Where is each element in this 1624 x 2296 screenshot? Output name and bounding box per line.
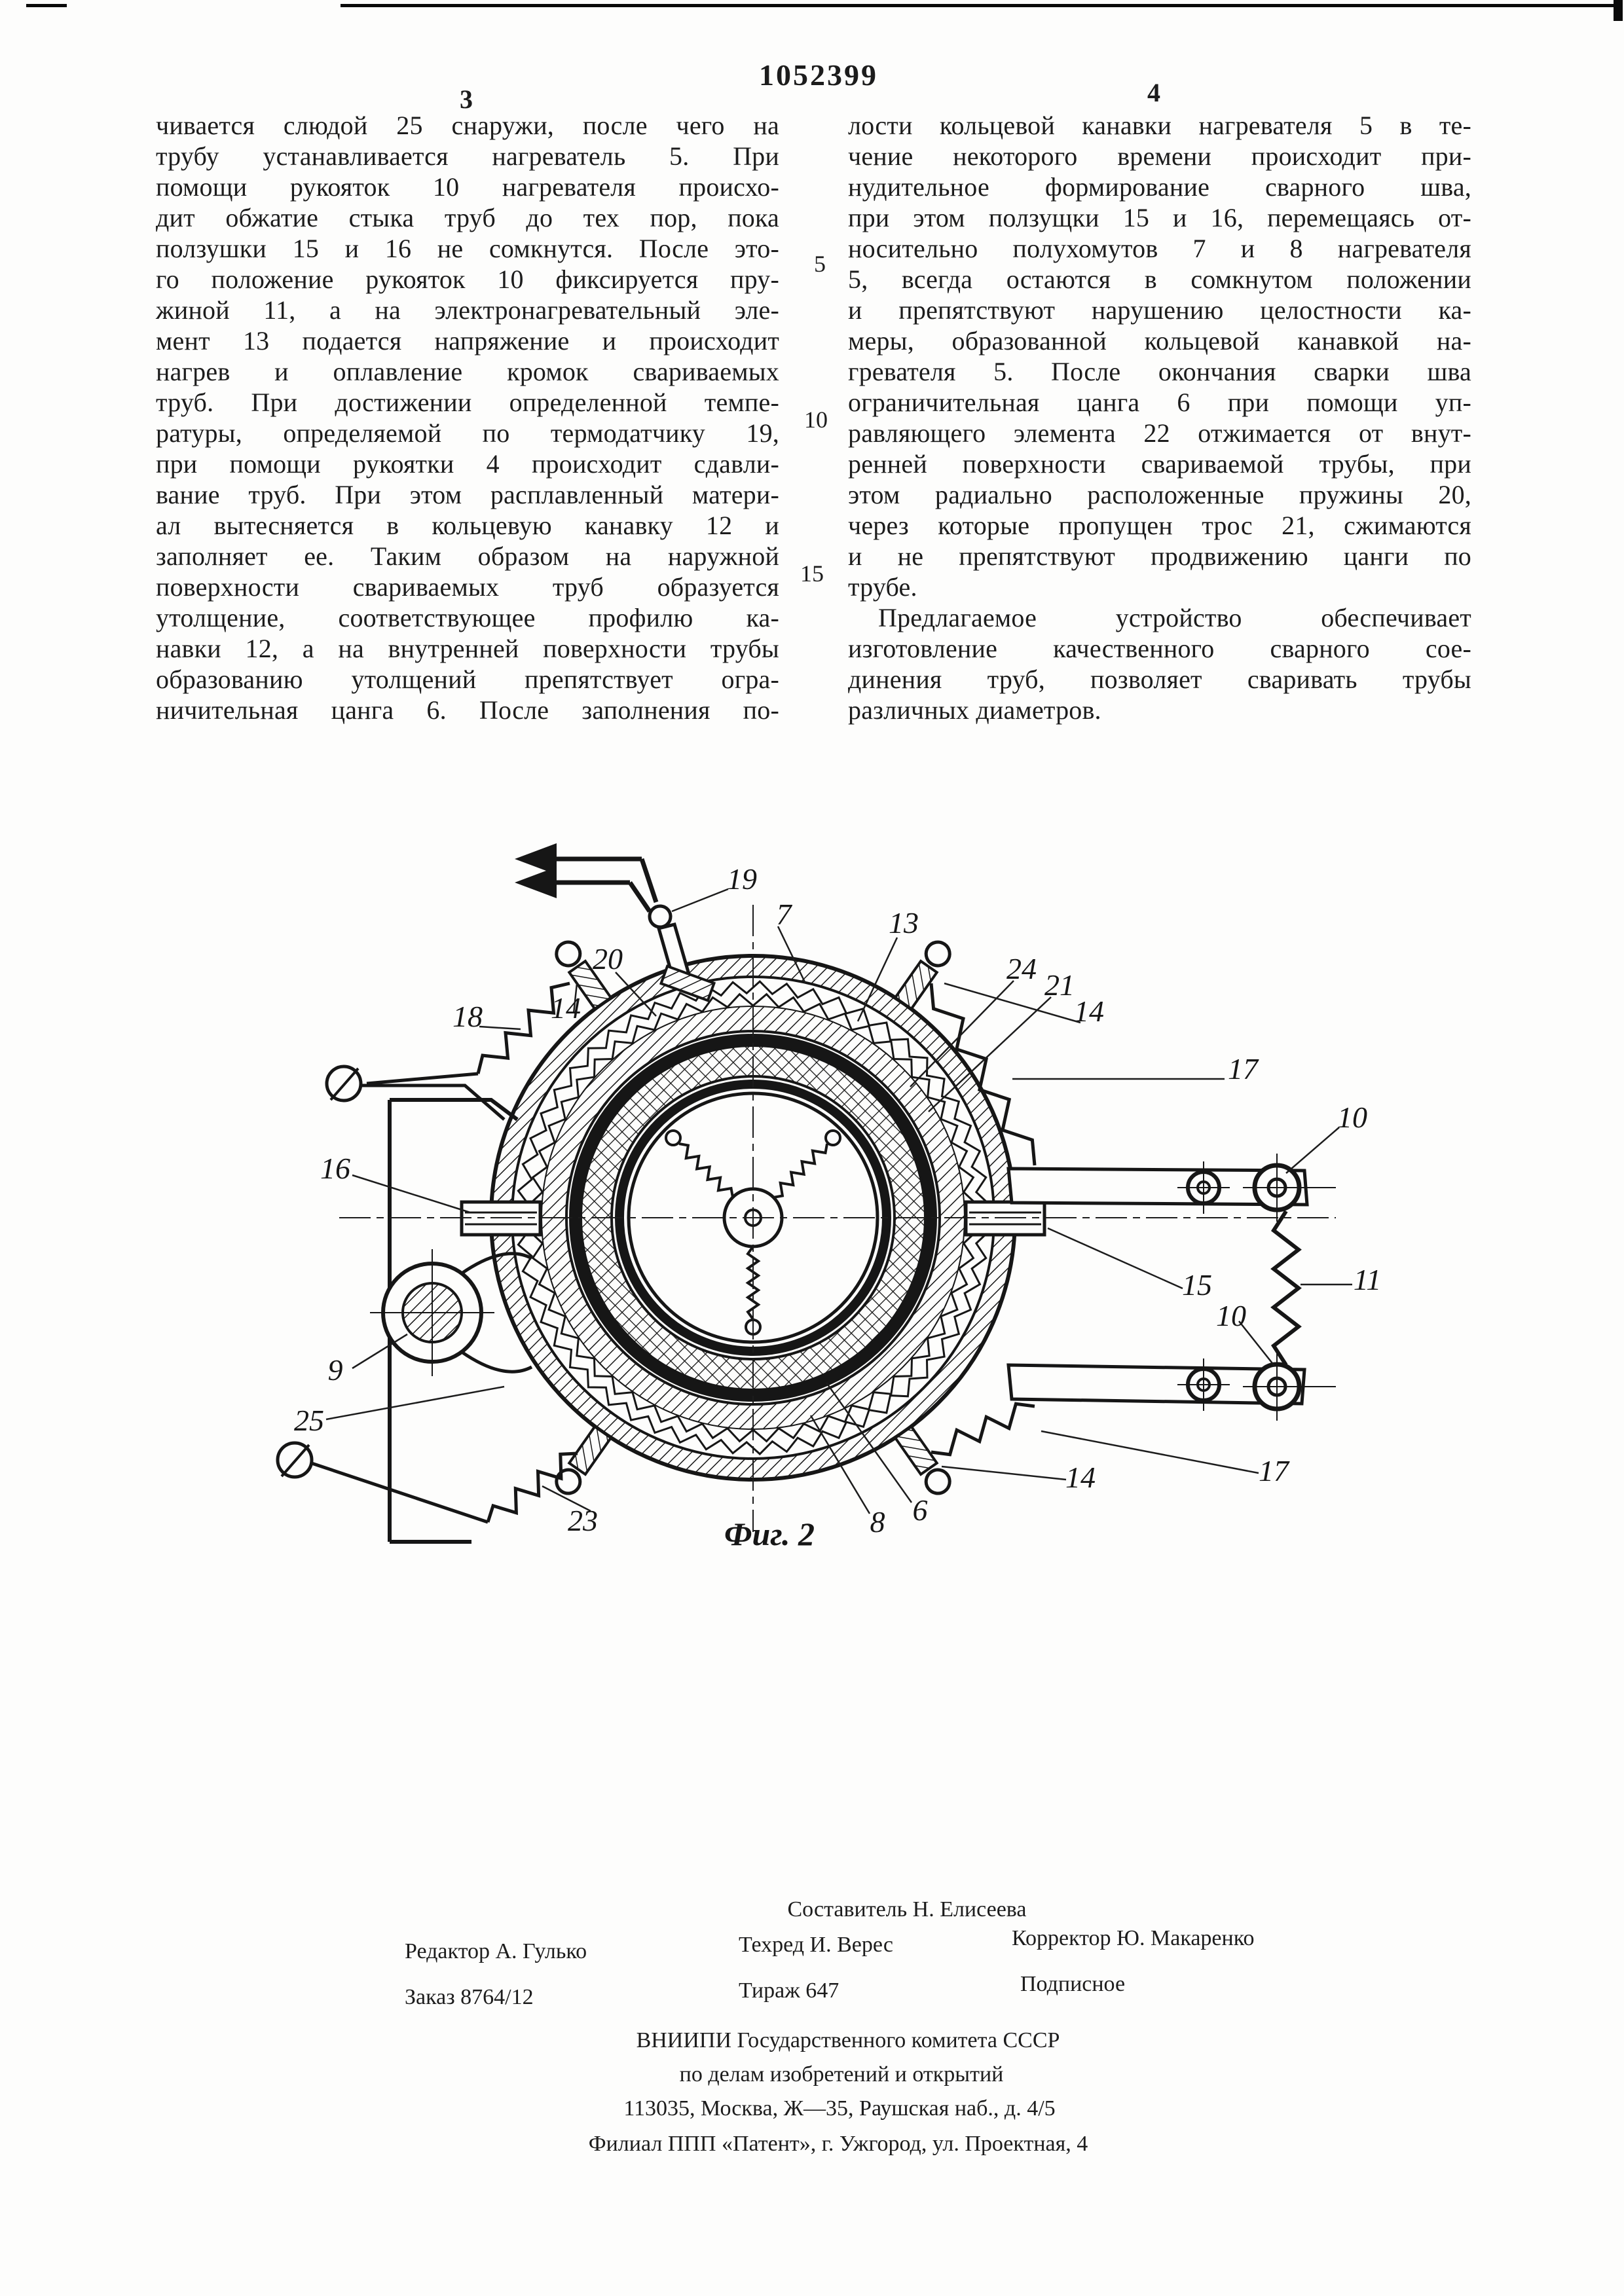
text-line: различных диаметров. — [848, 695, 1101, 725]
figure-label-6: 6 — [912, 1493, 928, 1527]
figure-label-14-bottom: 14 — [1065, 1461, 1096, 1494]
text-line: носительно полухомутов 7 и 8 нагревателя — [848, 234, 1471, 263]
text-line: чивается слюдой 25 снаружи, после чего на — [156, 111, 779, 140]
thermo-sensor-assembly — [515, 843, 714, 1000]
figure-label-16: 16 — [320, 1152, 350, 1185]
imprint-editor: Редактор А. Гулько — [405, 1939, 587, 1963]
column-number-right: 4 — [1147, 78, 1160, 107]
text-line: при этом ползущки 15 и 16, перемещаясь от- — [848, 203, 1471, 232]
text-line: меры, образованной кольцевой канавкой на- — [848, 326, 1471, 355]
figure-label-17-lower: 17 — [1259, 1454, 1289, 1487]
text-line: 5, всегда остаются в сомкнутом положении — [848, 264, 1471, 294]
imprint-corrector: Корректор Ю. Макаренко — [1012, 1926, 1255, 1950]
text-line: нудительное формирование сварного шва, — [848, 172, 1471, 202]
imprint-subscription: Подписное — [1020, 1972, 1126, 1996]
text-line: чение некоторого времени происходит при- — [848, 141, 1471, 171]
text-line: ратуры, определяемой по термодатчику 19, — [156, 418, 779, 448]
text-line: труб. При достижении определенной темпе- — [156, 388, 779, 417]
bracket-top — [390, 1100, 517, 1120]
text-line: вание труб. При этом расплавленный матери- — [156, 480, 779, 509]
patent-number: 1052399 — [759, 58, 878, 92]
left-bracket-assembly — [278, 1066, 532, 1542]
arrow-bend-1 — [642, 859, 656, 902]
text-line: помощи рукояток 10 нагревателя происхо- — [156, 172, 779, 202]
figure-2-drawing — [164, 812, 1382, 1630]
text-line: ничительная цанга 6. После заполнения по- — [156, 695, 779, 725]
arrow-bend-2 — [630, 883, 650, 911]
figure-label-21: 21 — [1044, 968, 1075, 1002]
figure-label-15: 15 — [1182, 1268, 1212, 1302]
text-line: этом радиально расположенные пружины 20, — [848, 480, 1471, 509]
imprint-order: Заказ 8764/12 — [405, 1985, 534, 2009]
left-text-column — [156, 110, 779, 725]
figure-label-7: 7 — [776, 898, 792, 931]
text-line: и препятствуют нарушению целостности ка- — [848, 295, 1471, 325]
text-line: поверхности свариваемых труб образуется — [156, 572, 779, 602]
imprint-tirazh: Тираж 647 — [739, 1978, 840, 2003]
figure-label-18: 18 — [452, 1000, 483, 1033]
figure-label-10-upper: 10 — [1337, 1101, 1367, 1134]
text-line: динения труб, позволяет сваривать трубы — [848, 665, 1471, 694]
text-line: го положение рукояток 10 фиксируется пру- — [156, 264, 779, 294]
figure-label-25: 25 — [294, 1404, 324, 1437]
page-top-rule-mark — [26, 4, 67, 7]
spring-17-lower — [931, 1404, 1035, 1454]
figure-label-13: 13 — [889, 906, 919, 939]
text-line: ал вытесняется в кольцевую канавку 12 и — [156, 511, 779, 540]
figure-label-9: 9 — [327, 1353, 343, 1387]
arrow-head-2 — [515, 867, 557, 898]
text-line: жиной 11, а на электронагревательный эле- — [156, 295, 779, 325]
handles — [1008, 1154, 1336, 1421]
text-line: мент 13 подается напряжение и происходит — [156, 326, 779, 355]
imprint-techred: Техред И. Верес — [739, 1933, 893, 1957]
figure-label-24: 24 — [1006, 952, 1037, 985]
figure-label-17-upper: 17 — [1228, 1052, 1258, 1085]
terminal-upper-wire — [361, 1085, 504, 1120]
terminal-lower-wire — [312, 1463, 488, 1522]
text-line: изготовление качественного сварного сое- — [848, 634, 1471, 663]
imprint-compiler: Составитель Н. Елисеева — [787, 1897, 1027, 1922]
figure-caption: Фиг. 2 — [724, 1516, 815, 1552]
spring-11 — [1274, 1211, 1299, 1365]
text-line: Предлагаемое устройство обеспечивает — [878, 603, 1471, 632]
imprint-branch: Филиал ППП «Патент», г. Ужгород, ул. Проектная, 4 — [588, 2132, 1088, 2156]
text-line: при помощи рукоятки 4 происходит сдавли- — [156, 449, 779, 479]
line-marker-10: 10 — [804, 407, 828, 433]
figure-label-10-lower: 10 — [1216, 1299, 1246, 1332]
imprint-org-line1: ВНИИПИ Государственного комитета СССР — [636, 2028, 1060, 2052]
column-number-left: 3 — [460, 84, 473, 114]
figure-label-14-top-left: 14 — [551, 991, 581, 1025]
text-line: нагрев и оплавление кромок свариваемых — [156, 357, 779, 386]
figure-label-8: 8 — [870, 1505, 885, 1539]
text-line: ограничительная цанга 6 при помощи уп- — [848, 388, 1471, 417]
text-line: через которые пропущен трос 21, сжимаются — [848, 511, 1471, 540]
lug-bottom-right — [894, 1425, 955, 1498]
text-line: навки 12, а на внутренней поверхности трубы — [156, 634, 779, 663]
text-line: и не препятствуют продвижению цанги по — [848, 541, 1471, 571]
imprint-org-line2: по делам изобретений и открытий — [679, 2062, 1004, 2086]
text-line: образованию утолщений препятствует огра- — [156, 665, 779, 694]
figure-label-11: 11 — [1353, 1263, 1382, 1296]
figure-2 — [164, 812, 1382, 1630]
figure-label-20: 20 — [593, 942, 623, 975]
spring-18-wire — [367, 1074, 478, 1084]
right-text-column — [848, 110, 1471, 725]
page-corner-mark — [1614, 0, 1623, 21]
text-line: трубу устанавливается нагреватель 5. При — [156, 141, 779, 171]
sensor-ball — [650, 906, 671, 927]
text-line: ползушки 15 и 16 не сомкнутся. После это- — [156, 234, 779, 263]
text-line: ренней поверхности свариваемой трубы, при — [848, 449, 1471, 479]
text-line: равляющего элемента 22 отжимается от внут- — [848, 418, 1471, 448]
text-line: лости кольцевой канавки нагревателя 5 в те- — [848, 111, 1471, 140]
text-line: заполняет ее. Таким образом на наружной — [156, 541, 779, 571]
page-top-rule — [341, 4, 1617, 7]
figure-label-14-top-right: 14 — [1074, 994, 1104, 1028]
lug-top-right — [894, 938, 955, 1010]
figure-label-23: 23 — [568, 1504, 598, 1537]
text-line: трубе. — [848, 572, 917, 602]
text-line: гревателя 5. После окончания сварки шва — [848, 357, 1471, 386]
line-marker-5: 5 — [814, 251, 826, 277]
line-marker-15: 15 — [800, 560, 824, 587]
boss-neck-bottom — [462, 1352, 532, 1372]
imprint-address: 113035, Москва, Ж—35, Раушская наб., д. 4/5 — [623, 2096, 1056, 2121]
figure-label-19: 19 — [727, 862, 757, 896]
text-line: дит обжатие стыка труб до тех пор, пока — [156, 203, 779, 232]
text-line: утолщение, соответствующее профилю ка- — [156, 603, 779, 632]
